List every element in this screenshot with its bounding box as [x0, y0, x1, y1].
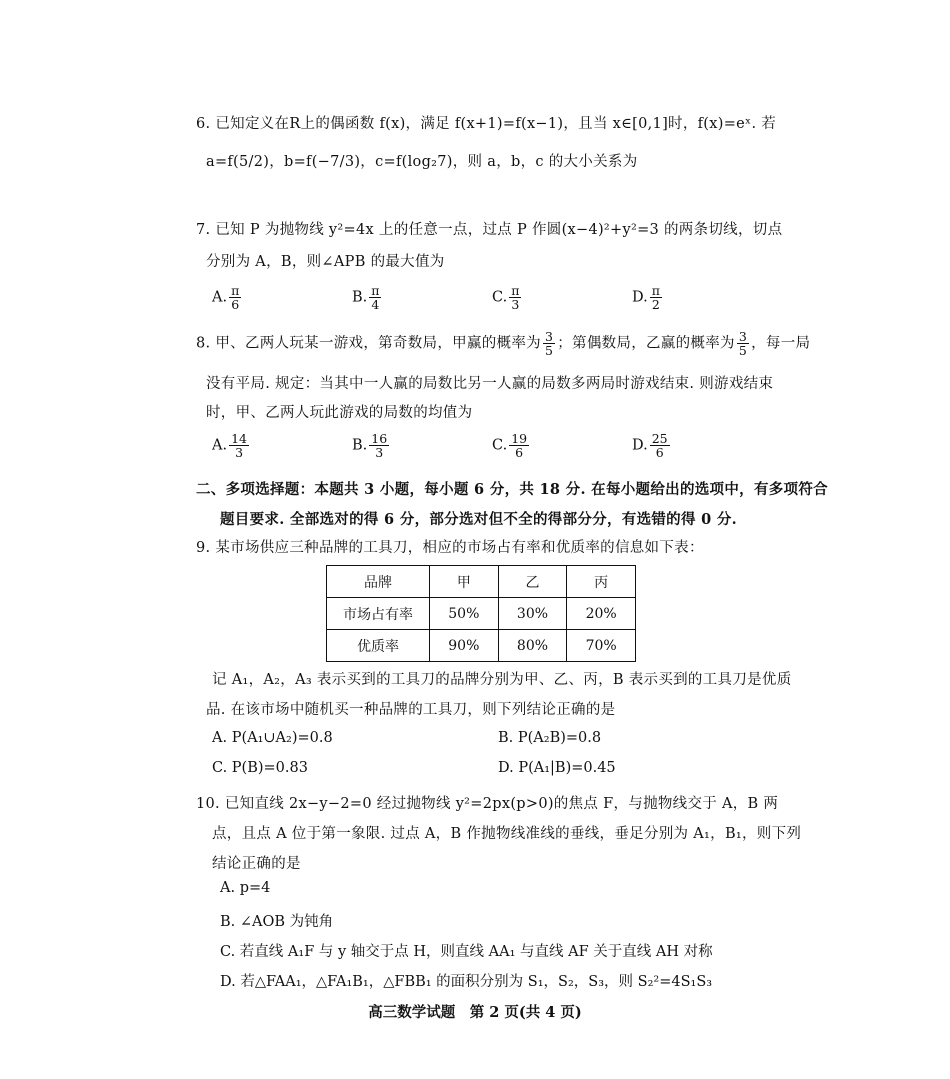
q7-option-a	[212, 284, 243, 311]
q8-option-c-label: C.	[492, 437, 508, 454]
table-cell: 80%	[498, 630, 567, 662]
table-cell: 90%	[430, 630, 499, 662]
table-cell: 50%	[430, 598, 499, 630]
q8-option-d-den: 6	[655, 445, 664, 461]
q7-option-c-den: 3	[511, 297, 520, 313]
q8-option-b-num: 16	[371, 431, 388, 446]
q8-option-d-num: 25	[651, 431, 668, 446]
q7-option-d	[632, 284, 664, 311]
q8-option-b-label: B.	[352, 437, 368, 454]
table-cell: 30%	[498, 598, 567, 630]
q7-option-d-num: π	[651, 283, 660, 298]
table-header-cell: 品牌	[327, 566, 430, 598]
q10-line2: 点，且点 A 位于第一象限. 过点 A，B 作抛物线准线的垂线，垂足分别为 A₁，B₁，则下列	[212, 826, 802, 842]
q7-option-d-label: D.	[632, 289, 648, 306]
table-header-cell: 丙	[567, 566, 636, 598]
q8-frac1-den: 5	[544, 343, 554, 359]
q8-frac2-num: 3	[738, 329, 748, 344]
q10-option-b: B. ∠AOB 为钝角	[220, 914, 334, 930]
q7-option-b-den: 4	[371, 297, 380, 313]
q8-option-a-den: 3	[235, 445, 244, 461]
q8-option-b-den: 3	[375, 445, 384, 461]
q10-line1: 10. 已知直线 2x−y−2=0 经过抛物线 y²=2px(p>0)的焦点 F，与抛物线交于 A，B 两	[196, 796, 779, 812]
q8-frac1-num: 3	[544, 329, 554, 344]
q7-option-c-num: π	[511, 283, 520, 298]
q6-line1: 6. 已知定义在R上的偶函数 f(x)，满足 f(x+1)=f(x−1)，且当 x∈[0,1]时，f(x)=eˣ. 若	[196, 116, 777, 132]
q10-option-d: D. 若△FAA₁，△FA₁B₁，△FBB₁ 的面积分别为 S₁，S₂，S₃，则 S₂²=4S₁S₃	[220, 974, 713, 990]
q7-option-b-num: π	[371, 283, 380, 298]
table-header-cell: 甲	[430, 566, 499, 598]
q8-option-c	[492, 432, 531, 459]
section2-line1: 二、多项选择题：本题共 3 小题，每小题 6 分，共 18 分. 在每小题给出的选项中，有多项符合	[196, 481, 828, 498]
q9-option-d: D. P(A₁|B)=0.45	[498, 760, 616, 776]
q7-option-a-den: 6	[231, 297, 240, 313]
q9-line2: 品. 在该市场中随机买一种品牌的工具刀，则下列结论正确的是	[206, 702, 616, 718]
q7-option-d-den: 2	[651, 297, 660, 313]
table-header-row	[327, 566, 636, 598]
q7-option-c-label: C.	[492, 289, 508, 306]
q8-option-a-label: A.	[212, 437, 228, 454]
q8-option-c-den: 6	[515, 445, 524, 461]
q7-option-b	[352, 284, 383, 311]
table-row	[327, 598, 636, 630]
q8-option-d-label: D.	[632, 437, 648, 454]
table-row	[327, 630, 636, 662]
q8-line3: 时，甲、乙两人玩此游戏的局数的均值为	[206, 405, 473, 421]
q7-option-a-label: A.	[212, 289, 228, 306]
q9-option-b: B. P(A₂B)=0.8	[498, 730, 602, 746]
q8-option-c-num: 19	[511, 431, 528, 446]
q9-line1: 记 A₁，A₂，A₃ 表示买到的工具刀的品牌分别为甲、乙、丙，B 表示买到的工具刀是优质	[212, 672, 792, 688]
q9-info-table	[326, 565, 636, 662]
q8-line1	[196, 330, 810, 357]
section2-line2: 题目要求. 全部选对的得 6 分，部分选对但不全的得部分分，有选错的得 0 分.	[220, 511, 738, 528]
q10-option-a: A. p=4	[220, 880, 271, 896]
q9-intro: 9. 某市场供应三种品牌的工具刀，相应的市场占有率和优质率的信息如下表：	[196, 540, 704, 556]
q7-option-c	[492, 284, 523, 311]
q8-option-a-num: 14	[231, 431, 247, 446]
table-cell: 市场占有率	[327, 598, 430, 630]
q8-line2: 没有平局. 规定：当其中一人赢的局数比另一人赢的局数多两局时游戏结束. 则游戏结束	[206, 376, 774, 392]
page-footer: 高三数学试题 第 2 页(共 4 页)	[368, 1004, 582, 1021]
q8-option-b	[352, 432, 391, 459]
q10-option-c: C. 若直线 A₁F 与 y 轴交于点 H，则直线 AA₁ 与直线 AF 关于直线 AH 对称	[220, 944, 713, 960]
q8-option-d	[632, 432, 672, 459]
q8-frac2-den: 5	[738, 343, 748, 359]
table-header-cell: 乙	[498, 566, 567, 598]
q9-option-c: C. P(B)=0.83	[212, 760, 308, 776]
q8-line1-part-a: 8. 甲、乙两人玩某一游戏，第奇数局，甲赢的概率为	[196, 335, 541, 352]
table-cell: 20%	[567, 598, 636, 630]
q7-option-a-num: π	[231, 283, 240, 298]
table-cell: 70%	[567, 630, 636, 662]
q8-line1-part-c: ，每一局	[751, 335, 811, 352]
q6-line2: a=f(5/2)，b=f(−7/3)，c=f(log₂7)，则 a，b，c 的大小关系为	[206, 154, 638, 170]
q8-line1-part-b: ；第偶数局，乙赢的概率为	[557, 335, 735, 352]
q7-line1: 7. 已知 P 为抛物线 y²=4x 上的任意一点，过点 P 作圆(x−4)²+y²=3 的两条切线，切点	[196, 222, 783, 238]
q7-line2: 分别为 A，B，则∠APB 的最大值为	[206, 254, 445, 270]
table-cell: 优质率	[327, 630, 430, 662]
q9-option-a: A. P(A₁∪A₂)=0.8	[212, 730, 333, 746]
q8-option-a	[212, 432, 251, 459]
q10-line3: 结论正确的是	[212, 856, 301, 872]
q7-option-b-label: B.	[352, 289, 368, 306]
